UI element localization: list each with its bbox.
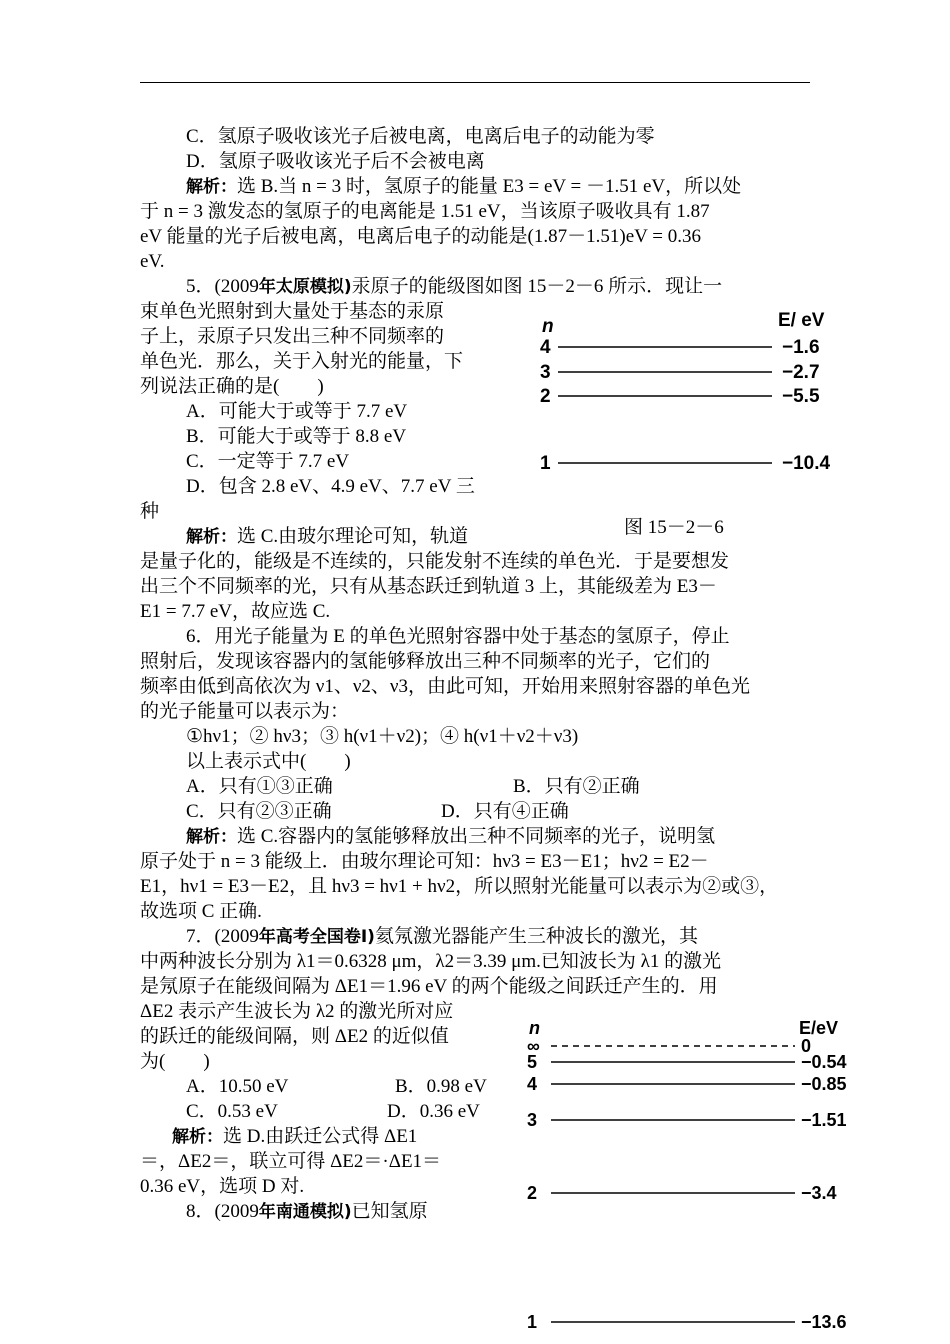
- q8-stem-line1: 8．(2009年南通模拟)已知氢原: [186, 1201, 428, 1222]
- level-energy-label: −0.85: [801, 1074, 847, 1094]
- solution-label: 解析：: [186, 177, 237, 197]
- q6-stem-line1: 6．用光子能量为 E 的单色光照射容器中处于基态的氢原子，停止: [186, 626, 730, 647]
- q5-option-a: A．可能大于或等于 7.7 eV: [186, 401, 408, 422]
- q7-option-a: A．10.50 eV: [186, 1076, 289, 1097]
- level-n-label: ∞: [527, 1036, 540, 1056]
- q7-solution-line2: ＝，ΔE2＝，联立可得 ΔE2＝·ΔE1＝: [140, 1151, 442, 1172]
- q6-question: 以上表示式中( ): [186, 751, 351, 772]
- q5-solution-line2: 是量子化的，能级是不连续的，只能发射不连续的单色光．于是要想发: [140, 551, 730, 572]
- level-energy-label: −3.4: [801, 1183, 837, 1203]
- q7-stem-line5: 的跃迁的能级间隔，则 ΔE2 的近似值: [140, 1026, 449, 1047]
- level-n-label: 4: [527, 1074, 538, 1094]
- q7-stem-line6: 为( ): [140, 1051, 210, 1072]
- q4-option-c: C．氢原子吸收该光子后被电离，电离后电子的动能为零: [186, 126, 655, 147]
- solution-label: 解析：: [172, 1127, 223, 1147]
- q7-stem-line2: 中两种波长分别为 λ1＝0.6328 μm，λ2＝3.39 μm.已知波长为 λ1 的激光: [140, 951, 722, 972]
- fig2-n-axis-label: n: [529, 1018, 540, 1038]
- level-n-label: 2: [540, 386, 551, 407]
- level-energy-label: −10.4: [782, 453, 831, 474]
- level-energy-label: −2.7: [782, 362, 820, 383]
- q5-option-d: D．包含 2.8 eV、4.9 eV、7.7 eV 三: [186, 476, 475, 497]
- q6-solution-line2: 原子处于 n = 3 能级上．由玻尔理论可知：hν3 = E3－E1；hν2 = E2－: [140, 851, 709, 872]
- q6-option-a: A．只有①③正确: [186, 776, 333, 797]
- q5-source: 年太原模拟): [258, 277, 352, 297]
- mercury-energy-level-diagram: [520, 300, 850, 490]
- q7-stem-line1: 7．(2009年高考全国卷Ⅰ)氦氖激光器能产生三种波长的激光，其: [186, 926, 698, 947]
- level-energy-label: −1.51: [801, 1110, 847, 1130]
- q5-solution-line3: 出三个不同频率的光，只有从基态跃迁到轨道 3 上，其能级差为 E3－: [140, 576, 717, 597]
- level-n-label: 4: [540, 337, 551, 358]
- q5-option-b: B．可能大于或等于 8.8 eV: [186, 426, 407, 447]
- fig1-caption: 图 15－2－6: [624, 517, 724, 538]
- level-energy-label: −5.5: [782, 386, 820, 407]
- q5-stem-line4: 单色光．那么，关于入射光的能量，下: [140, 351, 464, 372]
- q4-solution-line1: 解析：选 B.当 n = 3 时，氢原子的能量 E3 = eV = －1.51 eV，所以处: [186, 176, 742, 197]
- level-n-label: 2: [527, 1183, 538, 1203]
- level-energy-label: 0: [801, 1036, 812, 1056]
- q7-solution-line3: 0.36 eV，选项 D 对.: [140, 1176, 305, 1197]
- q6-option-c: C．只有②③正确: [186, 801, 332, 822]
- q5-solution-line1: 解析：选 C.由玻尔理论可知，轨道: [186, 526, 469, 547]
- level-n-label: 5: [527, 1052, 538, 1072]
- q4-solution-line4: eV.: [140, 251, 165, 272]
- q7-stem-line3: 是氖原子在能级间隔为 ΔE1＝1.96 eV 的两个能级之间跃迁产生的．用: [140, 976, 718, 997]
- level-n-label: 3: [540, 362, 551, 383]
- fig2-energy-axis-label: E/eV: [799, 1018, 839, 1038]
- q4-solution-line3: eV 能量的光子后被电离，电离后电子的动能是(1.87－1.51)eV = 0.36: [140, 226, 701, 247]
- q8-source: 年南通模拟): [258, 1202, 352, 1222]
- q5-solution-line4: E1 = 7.7 eV，故应选 C.: [140, 601, 331, 622]
- q6-solution-line4: 故选项 C 正确.: [140, 901, 262, 922]
- level-energy-label: −0.54: [801, 1052, 847, 1072]
- level-energy-label: −13.6: [801, 1312, 847, 1332]
- q6-stem-line3: 频率由低到高依次为 ν1、ν2、ν3，由此可知，开始用来照射容器的单色光: [140, 676, 751, 697]
- q5-stem-line5: 列说法正确的是( ): [140, 376, 324, 397]
- solution-label: 解析：: [186, 527, 237, 547]
- q5-stem-line3: 子上，汞原子只发出三种不同频率的: [140, 326, 445, 347]
- level-n-label: 1: [527, 1312, 538, 1332]
- q5-stem-line2: 束单色光照射到大量处于基态的汞原: [140, 301, 445, 322]
- q6-solution-line1: 解析：选 C.容器内的氢能够释放出三种不同频率的光子，说明氢: [186, 826, 716, 847]
- level-n-label: 1: [540, 453, 551, 474]
- fig1-n-axis-label: n: [542, 316, 554, 337]
- header-rule: [140, 82, 810, 83]
- q5-stem-line1: 5．(2009年太原模拟)汞原子的能级图如图 15－2－6 所示．现让一: [186, 276, 723, 297]
- q5-option-c: C．一定等于 7.7 eV: [186, 451, 350, 472]
- q7-option-c: C．0.53 eV: [186, 1101, 278, 1122]
- hydrogen-energy-level-diagram: [515, 1010, 865, 1340]
- q7-option-d: D．0.36 eV: [387, 1101, 480, 1122]
- q6-stem-line2: 照射后，发现该容器内的氢能够释放出三种不同频率的光子，它们的: [140, 651, 711, 672]
- q6-solution-line3: E1，hν1 = E3－E2，且 hν3 = hν1 + hν2，所以照射光能量可以表示为②或③，: [140, 876, 779, 897]
- q4-solution-line2: 于 n = 3 激发态的氢原子的电离能是 1.51 eV，当该原子吸收具有 1.87: [140, 201, 710, 222]
- q6-stem-line4: 的光子能量可以表示为：: [140, 701, 350, 722]
- q7-solution-line1: 解析：选 D.由跃迁公式得 ΔE1: [172, 1126, 418, 1147]
- q6-option-d: D．只有④正确: [441, 801, 569, 822]
- q6-option-b: B．只有②正确: [513, 776, 640, 797]
- fig1-energy-axis-label: E/ eV: [778, 310, 825, 331]
- level-n-label: 3: [527, 1110, 538, 1130]
- q7-source: 年高考全国卷Ⅰ): [258, 927, 375, 947]
- q6-expressions: ①hν1；② hν3；③ h(ν1＋ν2)；④ h(ν1＋ν2＋ν3): [186, 726, 579, 747]
- q4-option-d: D．氢原子吸收该光子后不会被电离: [186, 151, 485, 172]
- q5-option-d-cont: 种: [140, 501, 160, 522]
- level-energy-label: −1.6: [782, 337, 820, 358]
- solution-label: 解析：: [186, 827, 237, 847]
- q7-stem-line4: ΔE2 表示产生波长为 λ2 的激光所对应: [140, 1001, 454, 1022]
- q7-option-b: B．0.98 eV: [395, 1076, 487, 1097]
